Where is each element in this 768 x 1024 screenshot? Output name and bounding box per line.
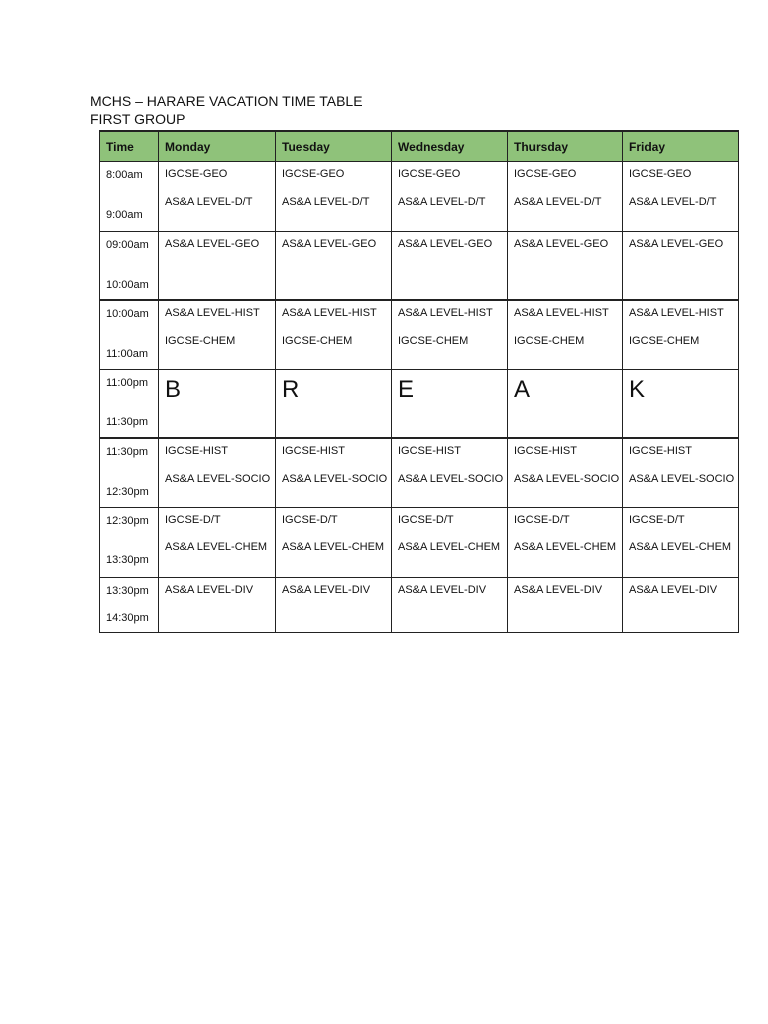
- time-start: 11:30pm: [106, 445, 148, 458]
- session-cell: [508, 508, 623, 578]
- break-letter: B: [165, 376, 182, 403]
- subject-2: IGCSE-CHEM: [514, 334, 585, 347]
- session-cell: [159, 438, 276, 508]
- subject-2: IGCSE-CHEM: [629, 334, 700, 347]
- break-cell: [392, 370, 508, 438]
- subject-1: AS&A LEVEL-HIST: [629, 306, 724, 319]
- document-title: MCHS – HARARE VACATION TIME TABLE: [90, 93, 363, 109]
- session-cell: [392, 300, 508, 370]
- subject-1: IGCSE-D/T: [282, 514, 338, 526]
- table-row: [100, 300, 739, 370]
- session-cell: [623, 162, 739, 232]
- time-start: 8:00am: [106, 169, 143, 181]
- subject-2: AS&A LEVEL-CHEM: [629, 541, 732, 553]
- subject-1: AS&A LEVEL-DIV: [514, 584, 603, 596]
- session-cell: [623, 438, 739, 508]
- session-cell: [508, 438, 623, 508]
- session-cell: [159, 508, 276, 578]
- session-cell: [623, 578, 739, 633]
- session-cell: [276, 438, 392, 508]
- subject-2: AS&A LEVEL-D/T: [629, 196, 717, 208]
- subject-1: IGCSE-D/T: [629, 514, 685, 526]
- document-subtitle: FIRST GROUP: [90, 111, 186, 127]
- subject-1: AS&A LEVEL-GEO: [629, 238, 724, 250]
- session-cell: [508, 232, 623, 300]
- session-cell: [392, 508, 508, 578]
- time-cell: [100, 370, 159, 438]
- subject-1: IGCSE-GEO: [629, 168, 692, 180]
- time-start: 10:00am: [106, 307, 149, 320]
- session-cell: [159, 300, 276, 370]
- subject-1: AS&A LEVEL-DIV: [282, 584, 371, 596]
- time-start: 11:00pm: [106, 377, 148, 389]
- break-letter: K: [629, 376, 646, 403]
- time-end: 12:30pm: [106, 485, 149, 498]
- subject-2: IGCSE-CHEM: [398, 334, 469, 347]
- session-cell: [276, 578, 392, 633]
- session-cell: [276, 232, 392, 300]
- time-cell: [100, 162, 159, 232]
- session-cell: [392, 232, 508, 300]
- timetable: [99, 130, 739, 633]
- time-cell: [100, 232, 159, 300]
- session-cell: [159, 232, 276, 300]
- time-cell: [100, 300, 159, 370]
- session-cell: [508, 162, 623, 232]
- session-cell: [623, 300, 739, 370]
- table-row: [100, 578, 739, 633]
- subject-2: IGCSE-CHEM: [282, 334, 353, 347]
- time-cell: [100, 438, 159, 508]
- subject-1: IGCSE-D/T: [398, 514, 454, 526]
- subject-1: AS&A LEVEL-GEO: [514, 238, 609, 250]
- subject-1: AS&A LEVEL-GEO: [165, 238, 260, 250]
- session-cell: [623, 508, 739, 578]
- header-thursday: Thursday: [508, 131, 623, 162]
- document-heading: [90, 92, 363, 128]
- subject-2: AS&A LEVEL-SOCIO: [398, 472, 504, 485]
- subject-2: AS&A LEVEL-CHEM: [165, 541, 268, 553]
- subject-1: AS&A LEVEL-HIST: [165, 306, 260, 319]
- header-friday: Friday: [623, 131, 739, 162]
- subject-2: AS&A LEVEL-D/T: [398, 196, 486, 208]
- header-tuesday: Tuesday: [276, 131, 392, 162]
- subject-1: IGCSE-GEO: [165, 168, 228, 180]
- subject-1: IGCSE-GEO: [282, 168, 345, 180]
- session-cell: [392, 438, 508, 508]
- header-monday: Monday: [159, 131, 276, 162]
- subject-1: AS&A LEVEL-HIST: [282, 306, 377, 319]
- subject-1: IGCSE-GEO: [398, 168, 461, 180]
- table-row: [100, 508, 739, 578]
- break-letter: E: [398, 376, 415, 403]
- break-cell: [623, 370, 739, 438]
- subject-2: IGCSE-CHEM: [165, 334, 236, 347]
- time-end: 13:30pm: [106, 554, 149, 566]
- subject-1: AS&A LEVEL-DIV: [165, 584, 254, 596]
- break-cell: [276, 370, 392, 438]
- break-row: [100, 370, 739, 438]
- subject-1: IGCSE-GEO: [514, 168, 577, 180]
- session-cell: [508, 578, 623, 633]
- subject-1: AS&A LEVEL-DIV: [629, 584, 718, 596]
- time-end: 11:00am: [106, 347, 148, 360]
- time-end: 10:00am: [106, 279, 149, 291]
- subject-1: AS&A LEVEL-HIST: [514, 306, 609, 319]
- subject-2: AS&A LEVEL-SOCIO: [514, 472, 620, 485]
- subject-1: AS&A LEVEL-HIST: [398, 306, 493, 319]
- subject-1: IGCSE-HIST: [629, 444, 692, 457]
- session-cell: [159, 162, 276, 232]
- subject-2: AS&A LEVEL-SOCIO: [282, 472, 388, 485]
- subject-1: AS&A LEVEL-DIV: [398, 584, 487, 596]
- time-cell: [100, 578, 159, 633]
- time-cell: [100, 508, 159, 578]
- subject-1: IGCSE-D/T: [165, 514, 221, 526]
- break-letter: R: [282, 376, 300, 403]
- subject-2: AS&A LEVEL-CHEM: [398, 541, 501, 553]
- break-cell: [159, 370, 276, 438]
- subject-1: IGCSE-HIST: [514, 444, 577, 457]
- session-cell: [276, 508, 392, 578]
- header-time: Time: [100, 131, 159, 162]
- time-end: 11:30pm: [106, 416, 148, 428]
- subject-1: IGCSE-HIST: [398, 444, 461, 457]
- subject-2: AS&A LEVEL-CHEM: [282, 541, 385, 553]
- break-letter: A: [514, 376, 531, 403]
- time-end: 14:30pm: [106, 612, 149, 624]
- subject-1: IGCSE-HIST: [282, 444, 345, 457]
- table-row: [100, 162, 739, 232]
- table-row: [100, 438, 739, 508]
- session-cell: [623, 232, 739, 300]
- subject-2: AS&A LEVEL-SOCIO: [629, 472, 735, 485]
- time-end: 9:00am: [106, 209, 143, 221]
- time-start: 09:00am: [106, 239, 149, 251]
- header-wednesday: Wednesday: [392, 131, 508, 162]
- session-cell: [392, 578, 508, 633]
- subject-2: AS&A LEVEL-SOCIO: [165, 472, 271, 485]
- subject-1: IGCSE-D/T: [514, 514, 570, 526]
- table-row: [100, 232, 739, 300]
- subject-1: IGCSE-HIST: [165, 444, 228, 457]
- subject-2: AS&A LEVEL-CHEM: [514, 541, 617, 553]
- subject-2: AS&A LEVEL-D/T: [514, 196, 602, 208]
- time-start: 13:30pm: [106, 585, 149, 597]
- session-cell: [392, 162, 508, 232]
- break-cell: [508, 370, 623, 438]
- session-cell: [159, 578, 276, 633]
- session-cell: [508, 300, 623, 370]
- session-cell: [276, 300, 392, 370]
- header-row: [100, 131, 739, 162]
- subject-1: AS&A LEVEL-GEO: [282, 238, 377, 250]
- subject-2: AS&A LEVEL-D/T: [282, 196, 370, 208]
- subject-2: AS&A LEVEL-D/T: [165, 196, 253, 208]
- time-start: 12:30pm: [106, 515, 149, 527]
- session-cell: [276, 162, 392, 232]
- subject-1: AS&A LEVEL-GEO: [398, 238, 493, 250]
